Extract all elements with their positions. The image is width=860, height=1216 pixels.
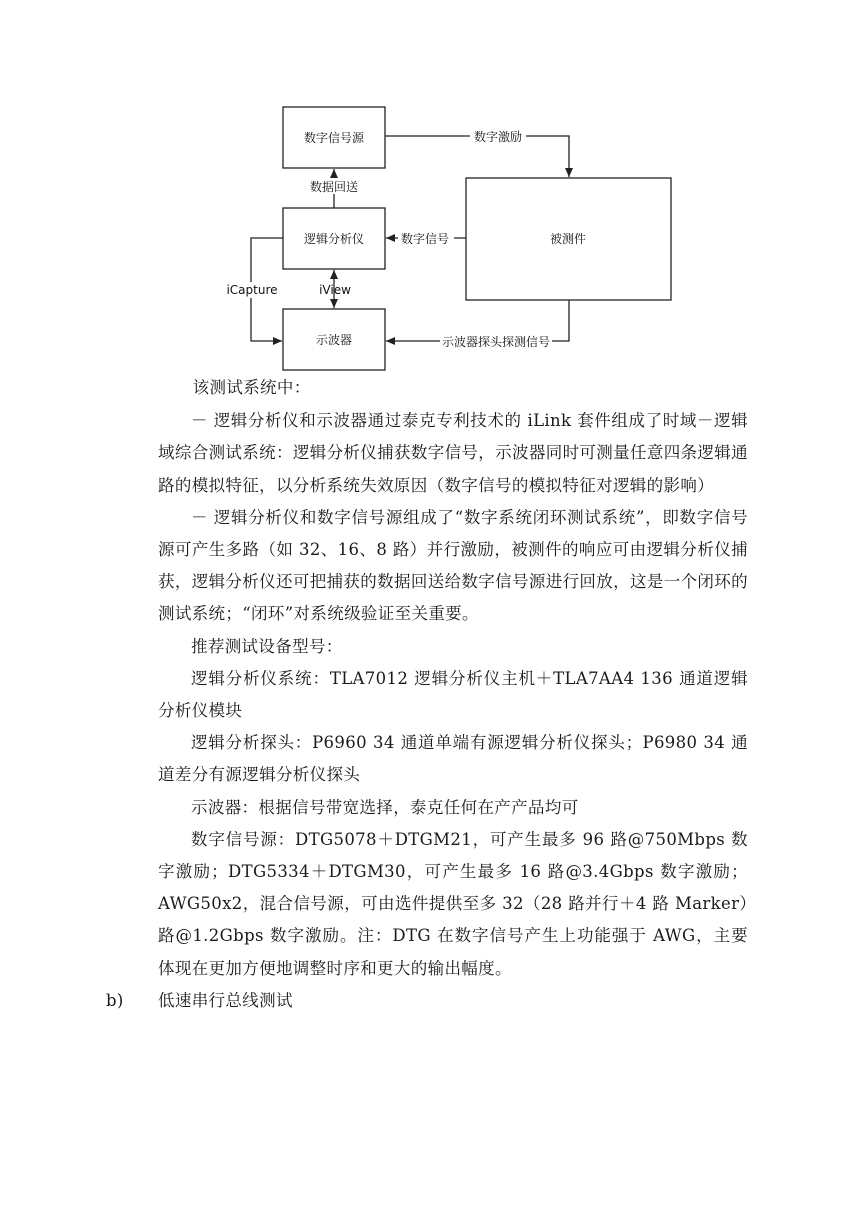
- document-body: [106, 372, 748, 1017]
- paragraph-closed-loop: － 逻辑分析仪和数字信号源组成了“数字系统闭环测试系统”，即数字信号源可产生多路（如 32、16、8 路）并行激励，被测件的响应可由逻辑分析仪捕获，逻辑分析仪还可把捕获的数据回送给数字信号源进行回放，这是一个闭环的测试系统；“闭环”对系统级验证至关重要。: [158, 507, 748, 624]
- paragraph-recommend-heading: 推荐测试设备型号：: [191, 636, 343, 656]
- paragraph-intro: 该测试系统中：: [192, 378, 311, 397]
- logic-analyzer-label: 逻辑分析仪: [303, 232, 365, 246]
- section-b-heading: [106, 985, 748, 1017]
- edge-label-digital-stimulus: 数字激励: [473, 130, 523, 144]
- section-b-tag: b): [106, 990, 124, 1010]
- paragraph-oscilloscope: 示波器：根据信号带宽选择，泰克任何在产产品均可: [191, 797, 579, 817]
- dut-label: 被测件: [549, 232, 587, 246]
- paragraph-signal-source: 数字信号源：DTG5078＋DTGM21，可产生最多 96 路@750Mbps 数字激励；DTG5334＋DTGM30，可产生最多 16 路@3.4Gbps 数字激励；AWG50x2，混合信号源，可由选件提供至多 32（28 路并行＋4 路 Marker）路@1.2Gbps 数字激励。注：DTG 在数字信号产生上功能强于 AWG，主要体现在更加方便地调整时序和更大的输出幅度。: [158, 829, 748, 978]
- edge-label-icapture: iCapture: [226, 283, 278, 297]
- oscilloscope-label: 示波器: [315, 333, 353, 347]
- test-system-diagram: [0, 0, 860, 380]
- section-b-title: 低速串行总线测试: [158, 990, 293, 1010]
- edge-label-probe-signal: 示波器探头探测信号: [441, 335, 551, 349]
- edge-label-data-return: 数据回送: [309, 180, 359, 194]
- paragraph-logic-analyzer-system: 逻辑分析仪系统：TLA7012 逻辑分析仪主机＋TLA7AA4 136 通道逻辑分析仪模块: [158, 668, 748, 721]
- paragraph-logic-probe: 逻辑分析探头：P6960 34 通道单端有源逻辑分析仪探头；P6980 34 通道差分有源逻辑分析仪探头: [158, 733, 748, 785]
- edge-label-digital-signal: 数字信号: [400, 232, 450, 246]
- signal-source-label: 数字信号源: [303, 131, 365, 145]
- edge-label-iview: iView: [319, 283, 351, 297]
- paragraph-ilink: － 逻辑分析仪和示波器通过泰克专利技术的 iLink 套件组成了时域－逻辑域综合测试系统：逻辑分析仪捕获数字信号，示波器同时可测量任意四条逻辑通路的模拟特征，以分析系统失效原因（数字信号的模拟特征对逻辑的影响）: [158, 411, 748, 495]
